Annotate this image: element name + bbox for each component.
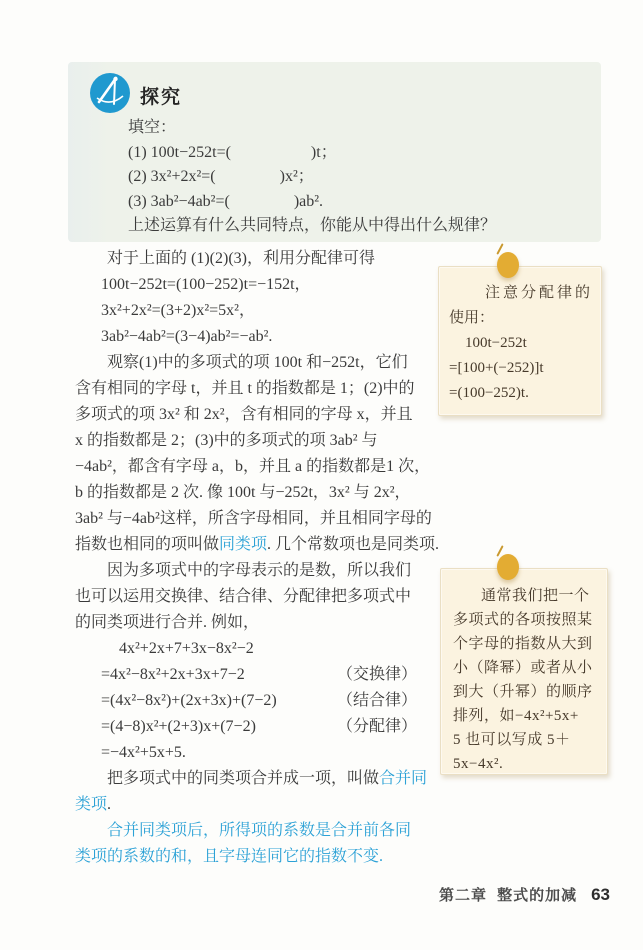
- law-label-associative: （结合律）: [337, 692, 418, 709]
- note2-line: 到大（升幂）的顺序: [453, 684, 593, 700]
- note2-line: 5 也可以写成 5＋: [453, 732, 571, 748]
- rule-line-2: 类项的系数的和，且字母连同它的指数不变.: [75, 848, 384, 865]
- paragraph-combine: [75, 766, 441, 818]
- observe-last-suffix: . 几个常数项也是同类项.: [267, 536, 440, 553]
- footer-page-number: 63: [591, 885, 610, 904]
- explore-body: [128, 116, 587, 239]
- observe-line: 观察(1)中的多项式的项 100t 和−252t，它们: [107, 354, 408, 371]
- combine-line-1: [75, 766, 441, 792]
- derivation-2-row: [75, 662, 441, 688]
- observe-line: 含有相同的字母 t，并且 t 的指数都是 1；(2)中的: [75, 380, 415, 397]
- sticky-note-ordering: [440, 568, 608, 775]
- rule-line-1: 合并同类项后，所得项的系数是合并前各同: [107, 822, 412, 839]
- derivation-expr: 4x²+2x+7+3x−8x²−2: [119, 640, 254, 657]
- note2-line: 排列，如−4x²+5x+: [453, 708, 579, 724]
- term-combine-like-terms-part1: 合并同: [379, 770, 428, 787]
- page-footer: [439, 884, 610, 905]
- observe-line: 3ab² 与−4ab²这样，所含字母相同，并且相同字母的: [75, 510, 432, 527]
- observe-line: x 的指数都是 2；(3)中的多项式的项 3ab² 与: [75, 432, 378, 449]
- note1-line-1: 注意分配律的: [485, 285, 594, 301]
- because-line: 因为多项式中的字母表示的是数，所以我们: [107, 562, 412, 579]
- note2-line: 个字母的指数从大到: [453, 636, 593, 652]
- combine-period: .: [107, 796, 112, 813]
- note2-line: 小（降幂）或者从小: [453, 660, 593, 676]
- note1-math-line: 100t−252t: [465, 335, 527, 351]
- explore-question: 上述运算有什么共同特点，你能从中得出什么规律？: [128, 217, 497, 234]
- explore-title: 探究: [140, 87, 183, 108]
- combine-prefix: 把多项式中的同类项合并成一项，叫做: [107, 770, 380, 787]
- explore-item-1: (1) 100t−252t=( )t；: [128, 143, 337, 161]
- observe-last-line: [75, 532, 441, 558]
- derivation-1-line-1: 100t−252t=(100−252)t=−152t，: [101, 276, 311, 293]
- law-label-distributive: （分配律）: [337, 718, 418, 735]
- derivation-block-2: [75, 636, 441, 766]
- term-combine-like-terms-part2: 类项: [75, 796, 108, 813]
- derivation-1-line-2: 3x²+2x²=(3+2)x²=5x²，: [101, 302, 255, 319]
- note2-line: 5x−4x².: [453, 756, 504, 772]
- observe-line: b 的指数都是 2 次. 像 100t 与−252t，3x² 与 2x²，: [75, 484, 411, 501]
- explore-box: [68, 62, 601, 242]
- derivation-expr: =(4−8)x²+(2+3)x+(7−2): [101, 718, 256, 735]
- footer-chapter: 第二章: [439, 887, 488, 904]
- derivation-1-line-3: 3ab²−4ab²=(3−4)ab²=−ab².: [101, 328, 273, 345]
- observe-last-prefix: 指数也相同的项叫做: [75, 536, 220, 553]
- main-text-column: [75, 246, 441, 870]
- sticky-note-distributive: [438, 266, 602, 416]
- derivation-block-1: [101, 272, 441, 350]
- note1-math-line: =[100+(−252)]t: [449, 360, 544, 376]
- explore-item-3: (3) 3ab²−4ab²=( )ab².: [128, 192, 324, 210]
- note1-line-2: 使用：: [449, 310, 495, 326]
- explore-item-2: (2) 3x²+2x²=( )x²；: [128, 168, 314, 185]
- law-label-commutative: （交换律）: [337, 666, 418, 683]
- derivation-2-row: [75, 636, 441, 662]
- observe-line: 多项式的项 3x² 和 2x²，含有相同的字母 x，并且: [75, 406, 413, 423]
- derivation-2-row: [75, 688, 441, 714]
- note2-line: 通常我们把一个: [481, 588, 590, 604]
- compass-icon: [90, 73, 130, 113]
- paragraph-intro: 对于上面的 (1)(2)(3)，利用分配律可得: [107, 250, 375, 267]
- derivation-expr: =−4x²+5x+5.: [101, 744, 186, 761]
- footer-section-title: 整式的加减: [497, 887, 578, 904]
- derivation-expr: =(4x²−8x²)+(2x+3x)+(7−2): [101, 692, 277, 709]
- note1-math-line: =(100−252)t.: [449, 385, 529, 401]
- paragraph-because: [75, 558, 441, 636]
- observe-line: −4ab²，都含有字母 a，b，并且 a 的指数都是1 次，: [75, 458, 431, 475]
- combine-line-2: [75, 792, 441, 818]
- pushpin-icon: [497, 252, 519, 278]
- because-line: 也可以运用交换律、结合律、分配律把多项式中: [75, 588, 412, 605]
- pushpin-icon: [497, 554, 519, 580]
- term-like-terms: 同类项: [219, 536, 268, 553]
- paragraph-observe: [75, 350, 441, 558]
- paragraph-rule: [75, 818, 441, 870]
- derivation-2-row: [75, 714, 441, 740]
- derivation-2-row: [75, 740, 441, 766]
- note2-line: 多项式的各项按照某: [453, 612, 593, 628]
- derivation-expr: =4x²−8x²+2x+3x+7−2: [101, 666, 245, 683]
- because-line: 的同类项进行合并. 例如，: [75, 614, 260, 631]
- explore-prompt: 填空：: [128, 119, 177, 136]
